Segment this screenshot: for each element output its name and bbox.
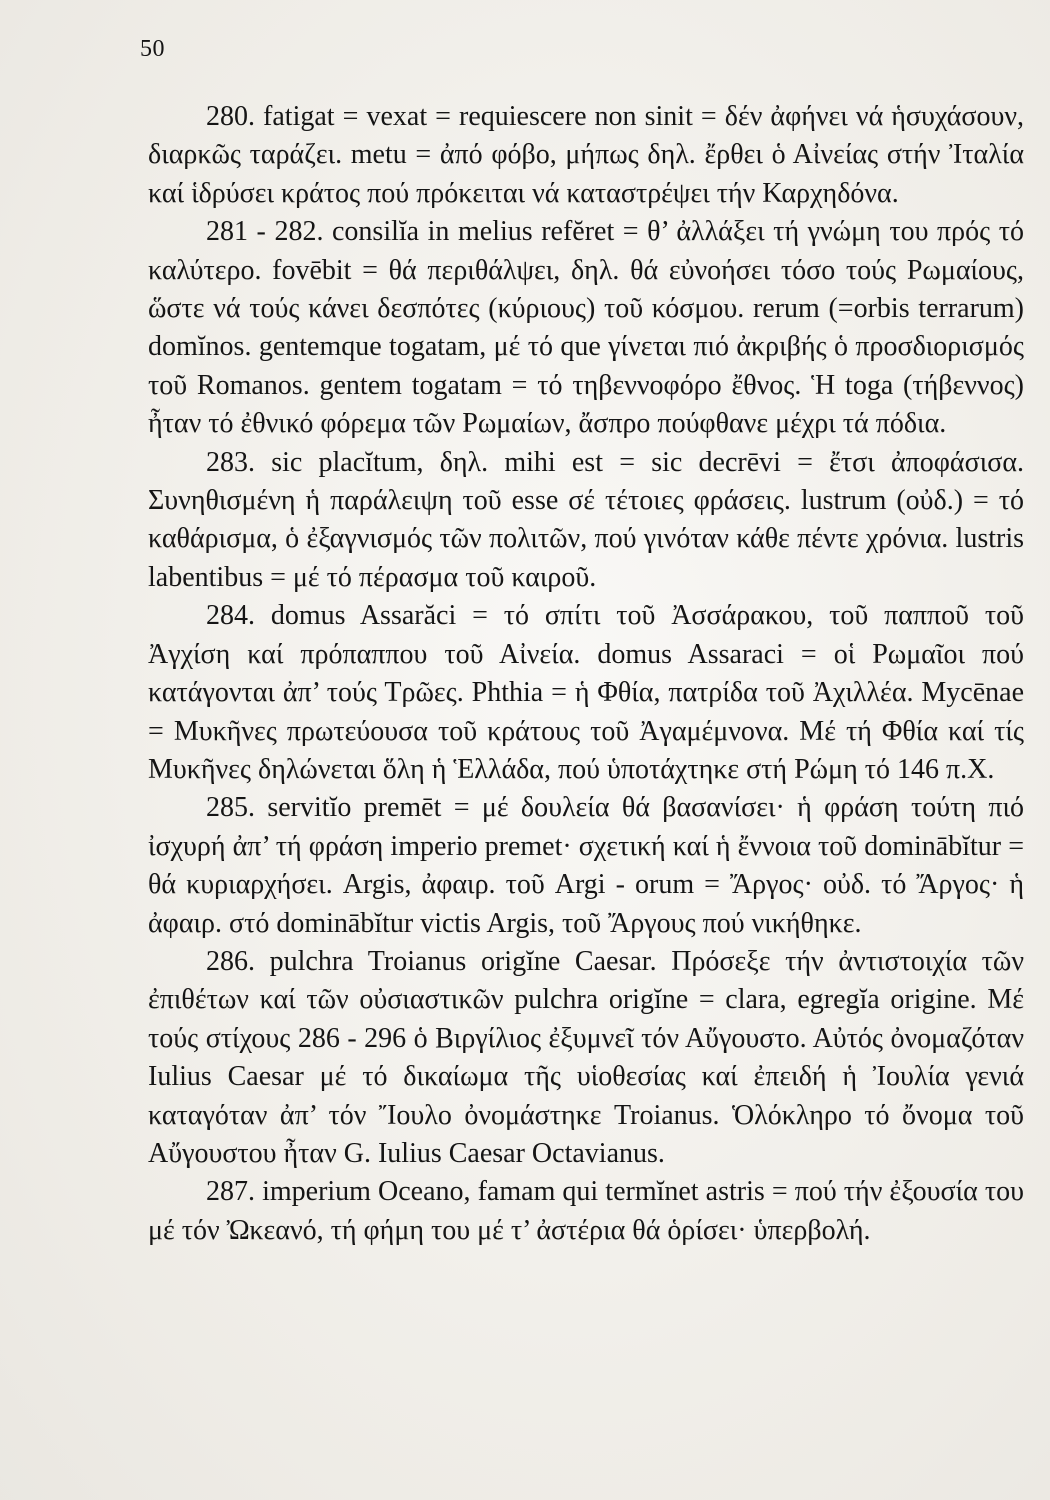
note-280: 280. fatigat = vexat = requiescere non sinit = δέν ἀφήνει νά ἡσυχάσουν, διαρκῶς ταράζει. metu = ἀπό φόβο, μήπως δηλ. ἔρθει ὁ Αἰνείας στήν Ἰταλία καί ἱδρύσει κράτος πού πρόκειται νά καταστρέψει τήν Καρχηδόνα.: [148, 101, 1024, 209]
note-283: 283. sic placĭtum, δηλ. mihi est = sic decrēvi = ἔτσι ἀποφάσισα. Συνηθισμένη ἡ παράλειψη τοῦ esse σέ τέτοιες φράσεις. lustrum (οὐδ.) = τό καθάρισμα, ὁ ἐξαγνισμός τῶν πολιτῶν, πού γινόταν κάθε πέντε χρόνια. lustris labentibus = μέ τό πέρασμα τοῦ καιροῦ.: [148, 446, 1024, 593]
commentary-text: [148, 98, 1024, 1250]
page-number: 50: [140, 36, 165, 62]
note-285: 285. servitĭo premēt = μέ δουλεία θά βασανίσει· ἡ φράση τούτη πιό ἰσχυρή ἀπ’ τή φράση imperio premet· σχετική καί ἡ ἔννοια τοῦ dominābĭtur = θά κυριαρχήσει. Argis, ἀφαιρ. τοῦ Argi - orum = Ἄργος· οὐδ. τό Ἄργος· ἡ ἀφαιρ. στό dominābĭtur victis Argis, τοῦ Ἄργους πού νικήθηκε.: [148, 792, 1024, 939]
note-281-282: 281 - 282. consilĭa in melius refĕret = θ’ ἀλλάξει τή γνώμη του πρός τό καλύτερο. fovēbit = θά περιθάλψει, δηλ. θά εὐνοήσει τόσο τούς Ρωμαίους, ὥστε νά τούς κάνει δεσπότες (κύριους) τοῦ κόσμου. rerum (=orbis terrarum) domĭnos. gentemque togatam, μέ τό que γίνεται πιό ἀκριβής ὁ προσδιορισμός τοῦ Romanos. gentem togatam = τό τηβεννοφόρο ἔθνος. Ἡ toga (τήβεννος) ἦταν τό ἐθνικό φόρεμα τῶν Ρωμαίων, ἄσπρο πούφθανε μέχρι τά πόδια.: [148, 216, 1024, 440]
note-286: 286. pulchra Troianus origĭne Caesar. Πρόσεξε τήν ἀντιστοιχία τῶν ἐπιθέτων καί τῶν οὐσιαστικῶν pulchra origĭne = clara, egregĭa origine. Μέ τούς στίχους 286 - 296 ὁ Βιργίλιος ἐξυμνεῖ τόν Αὔγουστο. Αὐτός ὀνομαζόταν Iulius Caesar μέ τό δικαίωμα τῆς υἱοθεσίας καί ἐπειδή ἡ Ἰουλία γενιά καταγόταν ἀπ’ τόν Ἴουλο ὀνομάστηκε Troianus. Ὁλόκληρο τό ὄνομα τοῦ Αὔγουστου ἦταν G. Iulius Caesar Octavianus.: [148, 945, 1024, 1169]
note-287: 287. imperium Oceano, famam qui termĭnet astris = πού τήν ἐξουσία του μέ τόν Ὠκεανό, τή φήμη του μέ τ’ ἀστέρια θά ὁρίσει· ὑπερβολή.: [148, 1176, 1024, 1246]
note-284: 284. domus Assarăci = τό σπίτι τοῦ Ἀσσάρακου, τοῦ παπποῦ τοῦ Ἀγχίση καί πρόπαππου τοῦ Αἰνεία. domus Assaraci = οἱ Ρωμαῖοι πού κατάγονται ἀπ’ τούς Τρῶες. Phthia = ἡ Φθία, πατρίδα τοῦ Ἀχιλλέα. Mycēnae = Μυκῆνες πρωτεύουσα τοῦ κράτους τοῦ Ἀγαμέμνονα. Μέ τή Φθία καί τίς Μυκῆνες δηλώνεται ὅλη ἡ Ἑλλάδα, πού ὑποτάχτηκε στή Ρώμη τό 146 π.Χ.: [148, 600, 1024, 785]
